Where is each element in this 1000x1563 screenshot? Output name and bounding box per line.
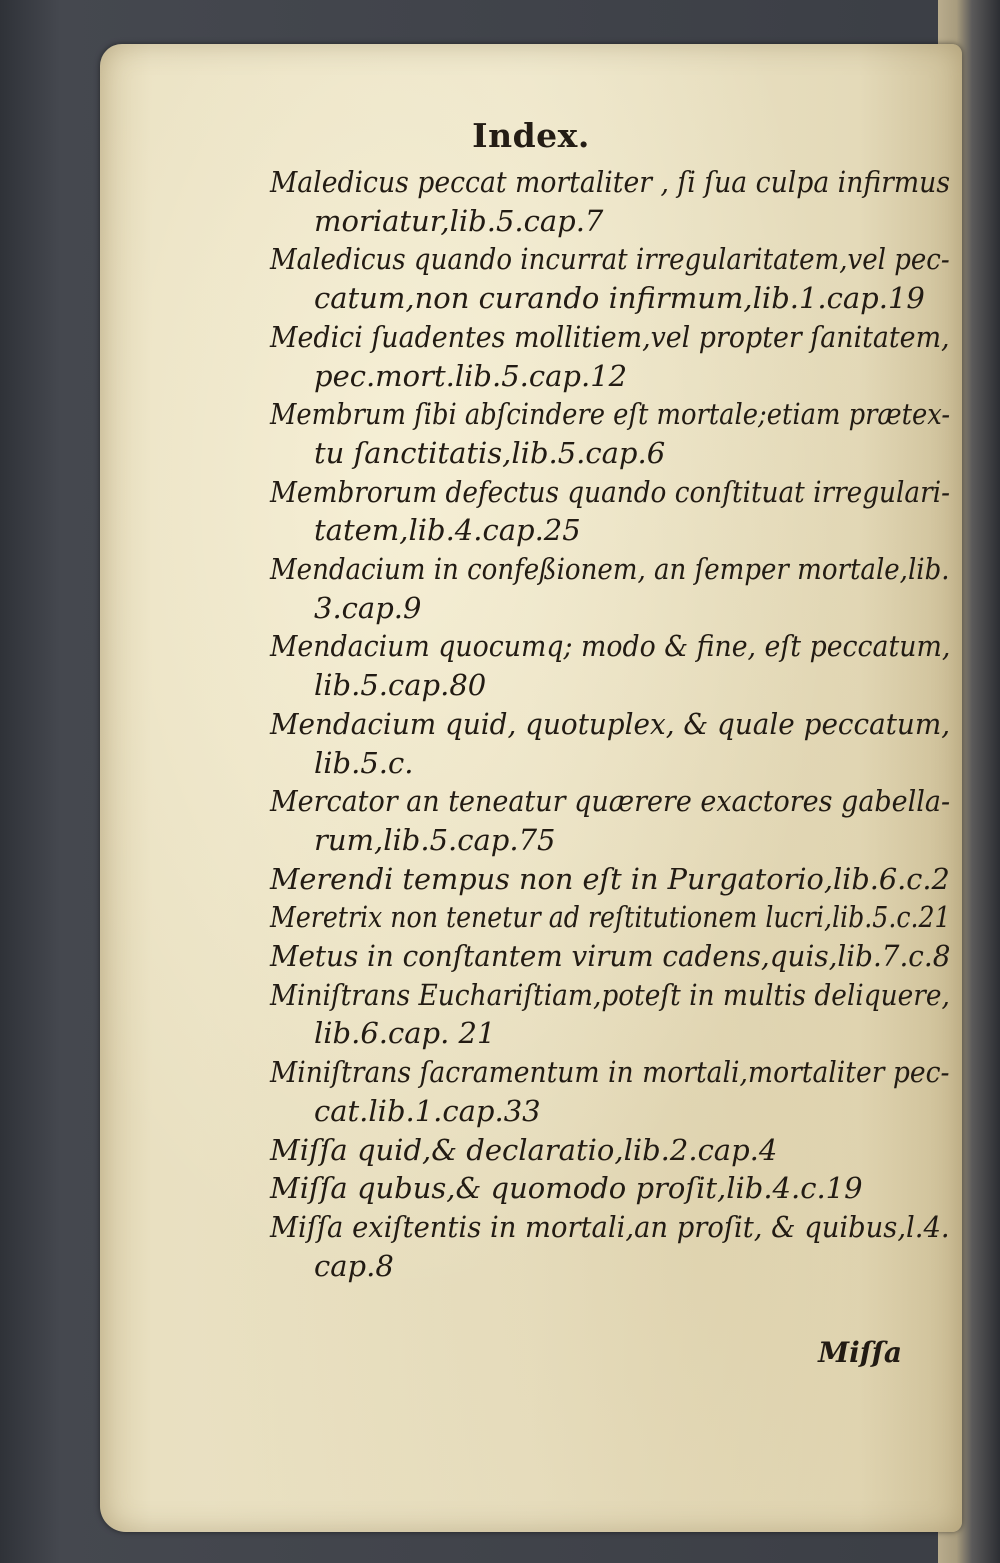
entry-heading-line: Meretrix non tenetur ad reſtitutionem lucri,lib.5.c.21 xyxy=(270,900,951,935)
entry-heading-line: Merendi tempus non eſt in Purgatorio,lib.6.c.2 xyxy=(270,861,950,896)
entry-continuation-line: tatem,lib.4.cap.25 xyxy=(314,513,581,548)
entry-heading-line: Miſſa qubus,& quomodo proſit,lib.4.c.19 xyxy=(270,1171,863,1206)
entry-continuation-line: tu ſanctitatis,lib.5.cap.6 xyxy=(314,435,666,470)
entry-continuation-line: lib.5.cap.80 xyxy=(314,668,487,703)
entry-heading-line: Maledicus quando incurrat irregularitatem,vel pec- xyxy=(270,242,950,277)
entry-continuation-line: lib.5.c. xyxy=(314,745,414,780)
entry-heading-line: Medici ſuadentes mollitiem,vel propter ſanitatem, xyxy=(270,319,950,354)
entry-heading-line: Mendacium in confeßionem, an ſemper mortale,lib. xyxy=(270,552,950,586)
entry-continuation-line: cap.8 xyxy=(314,1248,394,1283)
entry-heading-line: Metus in conſtantem virum cadens,quis,lib.7.c.8 xyxy=(270,939,951,973)
entry-continuation-line: cat.lib.1.cap.33 xyxy=(314,1093,541,1128)
entry-continuation-line: pec.mort.lib.5.cap.12 xyxy=(314,358,628,393)
entry-heading-line: Miſſa quid,& declaratio,lib.2.cap.4 xyxy=(270,1132,778,1167)
entry-heading-line: Miſſa exiſtentis in mortali,an proſit, & quibus,l.4. xyxy=(270,1209,950,1244)
entry-heading-line: Membrum ſibi abſcindere eſt mortale;etiam prætex- xyxy=(270,397,951,432)
entry-heading-line: Mercator an teneatur quærere exactores gabella- xyxy=(270,784,951,819)
entry-continuation-line: lib.6.cap. 21 xyxy=(314,1016,496,1051)
entry-heading-line: Miniſtrans Euchariſtiam,poteſt in multis deliquere, xyxy=(270,977,950,1012)
entry-heading-line: Maledicus peccat mortaliter , ſi ſua culpa infirmus xyxy=(270,165,951,199)
entry-heading-line: Miniſtrans ſacramentum in mortali,mortaliter pec- xyxy=(270,1055,950,1090)
entry-continuation-line: 3.cap.9 xyxy=(314,590,422,625)
entry-continuation-line: rum,lib.5.cap.75 xyxy=(314,822,556,857)
book-page xyxy=(100,44,962,1532)
entry-heading-line: Membrorum defectus quando conſtituat irregulari- xyxy=(270,474,950,509)
page-title: Index. xyxy=(472,116,590,155)
entry-continuation-line: moriatur,lib.5.cap.7 xyxy=(314,203,604,238)
entry-continuation-line: catum,non curando infirmum,lib.1.cap.19 xyxy=(314,281,925,316)
entry-heading-line: Mendacium quid, quotuplex, & quale peccatum, xyxy=(270,706,951,741)
entry-heading-line: Mendacium quocumq; modo & fine, eſt peccatum, xyxy=(270,629,951,664)
catchword: Miſſa xyxy=(818,1336,902,1369)
